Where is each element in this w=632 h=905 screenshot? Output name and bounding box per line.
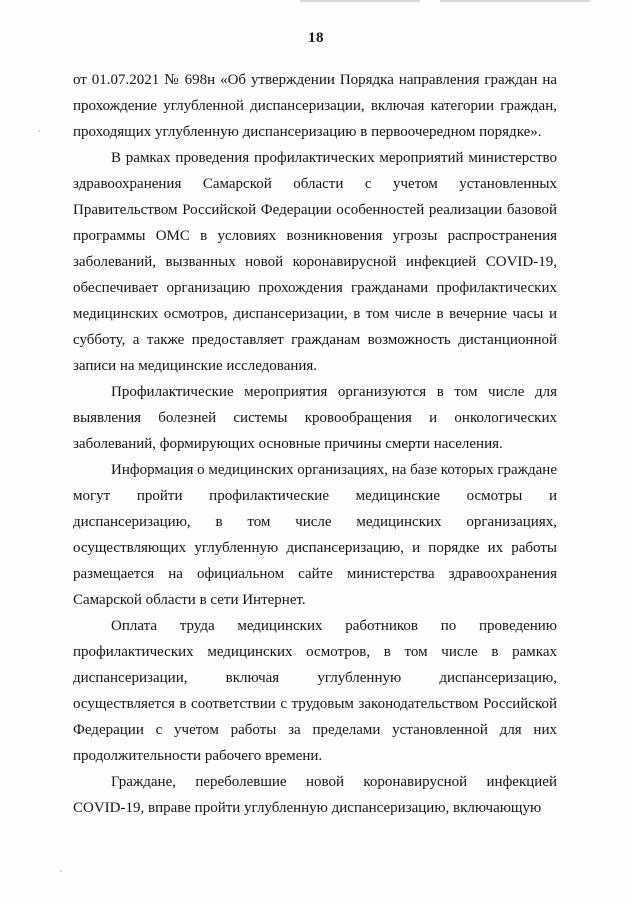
paragraph [73,769,557,821]
paragraph [73,457,557,613]
scan-edge-mark [300,0,420,2]
page-number: 18 [308,30,324,46]
text-line: Федерации с учетом работы за пределами установленной для них [73,722,557,738]
text-line: диспансеризацию, в том числе медицинских организациях, [73,514,557,530]
paragraph [73,67,557,145]
document-body [73,67,557,821]
text-line: медицинских осмотров, диспансеризации, в том числе в вечерние часы и [73,306,557,322]
paragraph [73,613,557,769]
paragraph [73,145,557,379]
text-line: программы ОМС в условиях возникновения угрозы распространения [73,228,557,244]
text-line: заболеваний, формирующих основные причины смерти населения. [73,436,503,452]
text-line: COVID-19, вправе пройти углубленную диспансеризацию, включающую [73,800,542,816]
text-line: Граждане, переболевшие новой коронавирусной инфекцией [111,774,557,790]
text-line: субботу, а также предоставляет гражданам возможность дистанционной [73,332,557,348]
text-line: диспансеризации, включая углубленную диспансеризацию, [73,670,557,686]
text-line: Оплата труда медицинских работников по проведению [111,618,557,634]
text-line: продолжительности рабочего времени. [73,748,323,764]
scan-speck [38,130,40,132]
text-line: могут пройти профилактические медицинские осмотры и [73,488,557,504]
scan-speck [60,870,62,872]
text-line: от 01.07.2021 № 698н «Об утверждении Порядка направления граждан на [73,72,557,88]
text-line: здравоохранения Самарской области с учетом установленных [73,176,557,192]
text-line: осуществляется в соответствии с трудовым законодательством Российской [73,696,557,712]
text-line: записи на медицинские исследования. [73,358,318,374]
text-line: размещается на официальном сайте министерства здравоохранения [73,566,557,582]
text-line: выявления болезней системы кровообращения и онкологических [73,410,557,426]
text-line: профилактических медицинских осмотров, в том числе в рамках [73,644,557,660]
text-line: проходящих углубленную диспансеризацию в первоочередном порядке». [73,124,542,140]
paragraph [73,379,557,457]
text-line: осуществляющих углубленную диспансеризацию, и порядке их работы [73,540,557,556]
text-line: Самарской области в сети Интернет. [73,592,306,608]
text-line: Профилактические мероприятия организуются в том числе для [111,384,557,400]
text-line: заболеваний, вызванных новой коронавирусной инфекцией COVID-19, [73,254,557,270]
text-line: прохождение углубленной диспансеризации, включая категории граждан, [73,98,557,114]
text-line: Правительством Российской Федерации особенностей реализации базовой [73,202,557,218]
text-line: Информация о медицинских организациях, на базе которых граждане [111,462,557,478]
scan-edge-mark [440,0,590,2]
text-line: В рамках проведения профилактических мероприятий министерство [111,150,557,166]
text-line: обеспечивает организацию прохождения гражданами профилактических [73,280,557,296]
